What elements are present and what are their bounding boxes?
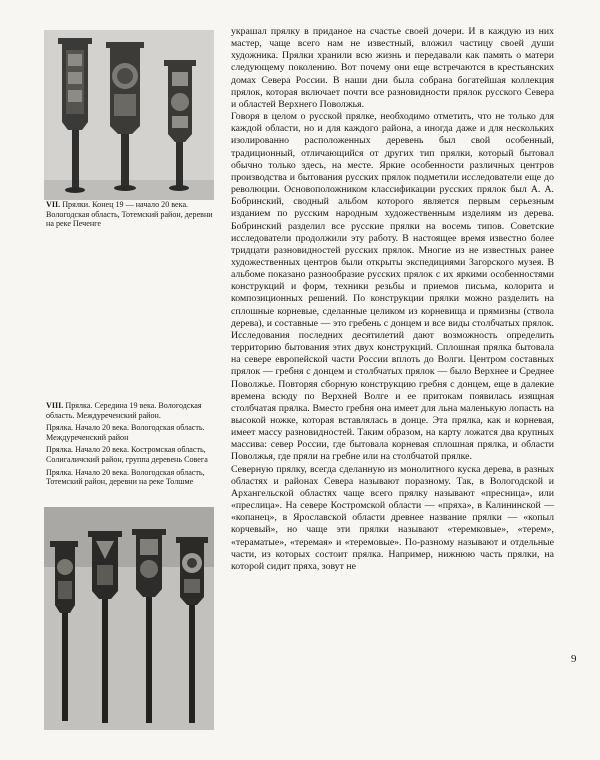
caption-vii-text: Прялки. Конец 19 — начало 20 века. Вологодская область, Тотемский район, деревни на реке Печенге <box>46 200 213 229</box>
paragraph-3: Северную прялку, всегда сделанную из монолитного куска дерева, в разных областях и районах Севера называют поразному. Так, в Вологодской и Архангельской областях чаще всего прялку называют «пресница», или «преслица». На севере Костромской области — «пряха», в Калининской — «копанец», в Ярославской области древнее название прялки — «копыл корчевый», но чаще эти прялки называют «теремковые», «терем», «тераматые», «теремая» и «теремовые». По-разному называют и отдельные части, из которых состоит прялка. Например, нижнюю часть прялки, на которой сидит пряха, зовут не <box>231 463 554 572</box>
caption-viii-item-4: Прялка. Начало 20 века. Вологодская область, Тотемский район, деревни на реке Толшме <box>46 467 205 487</box>
caption-viii-numeral: VIII. <box>46 401 64 410</box>
paragraph-1: украшал прялку в приданое на счастье своей дочери. И в каждую из них мастер, чаще всего нам не известный, вложил частицу своей души художника. Прялки хранили всю жизнь и передавали как память о матери следующему поколению. Вот почему они еще встречаются в крестьянских домах Севера России. В наши дни была собрана богатейшая коллекция прялок, которая включает почти все разновидности прялок русского Севера и областей Верхнего Поволжья. <box>231 26 554 110</box>
photo-spinning-wheels-vii <box>44 30 214 200</box>
caption-viii-item-2: Прялка. Начало 20 века. Вологодская область. Междуреченский район <box>46 423 205 442</box>
caption-viii <box>46 401 214 490</box>
photo-spinning-wheels-viii <box>44 507 214 730</box>
caption-vii-numeral: VII. <box>46 200 61 209</box>
caption-viii-item-1: Прялка. Середина 19 века. Вологодская область. Междуреченский район. <box>46 401 202 420</box>
page-number: 9 <box>571 653 577 665</box>
paragraph-2: Говоря в целом о русской прялке, необходимо отметить, что не только для каждой области, но и для каждого района, а иногда даже и для нескольких изолированно расположенных деревень был свой особенный, традиционный, отличающийся от других тип прялки, который бытовал обычно только здесь, на месте. Яркие особенности различных центров производства и бытования русских прялок подметили исследователи еще до революции. Основоположником классификации русских прялок был А. А. Бобринский, сводный альбом которого является первым серьезным изданием по русским народным художественным изделиям из дерева. Бобринский разделил все русские прялки на восемь типов. Советские исследователи продолжили эту работу. В настоящее время известно более тридцати разновидностей русских прялок. Многие из не известных ранее художественных центров были открыты экспедициями Загорского музея. В альбоме показано разнообразие русских прялок с их яркими особенностями конструкций и форм, техники резьбы и приемов письма, колорита и композиционных решений. По конструкции прялки можно разделить на сплошные корневые, сделанные целиком из корневища и прямизны (ствола дерева), и составные — это гребень с донцем и все виды столбчатых прялок. Исследования последних десятилетий дают возможность определить территорию бытования этих двух конструкций. Сплошная прялка бытовала на севере европейской части России вплоть до Волги. Центром составных прялок — гребня с донцем и столбчатых прялок — было Верхнее и Среднее Поволжье. Повторяя сборную конструкцию гребня с донцем, еще в далекие времена всюду по Верхней Волге и ее притокам появилась изящная столбчатая прялка. Вместо гребня она имеет для льна маленькую лопасть на высокой ножке, которая вставлялась в донце. Эта прялка, как и корневая, имеет массу разновидностей. Таким образом, на карту ложатся два крупных массива: север России, где бытовала корневая сплошная прялка, и области Поволжья, где пряли на гребне или на столбчатой прялке. <box>231 111 554 463</box>
caption-vii <box>46 200 214 232</box>
main-text <box>231 26 554 573</box>
caption-viii-item-3: Прялка. Начало 20 века. Костромская область, Солигаличский район, группа деревень Совега <box>46 445 208 464</box>
